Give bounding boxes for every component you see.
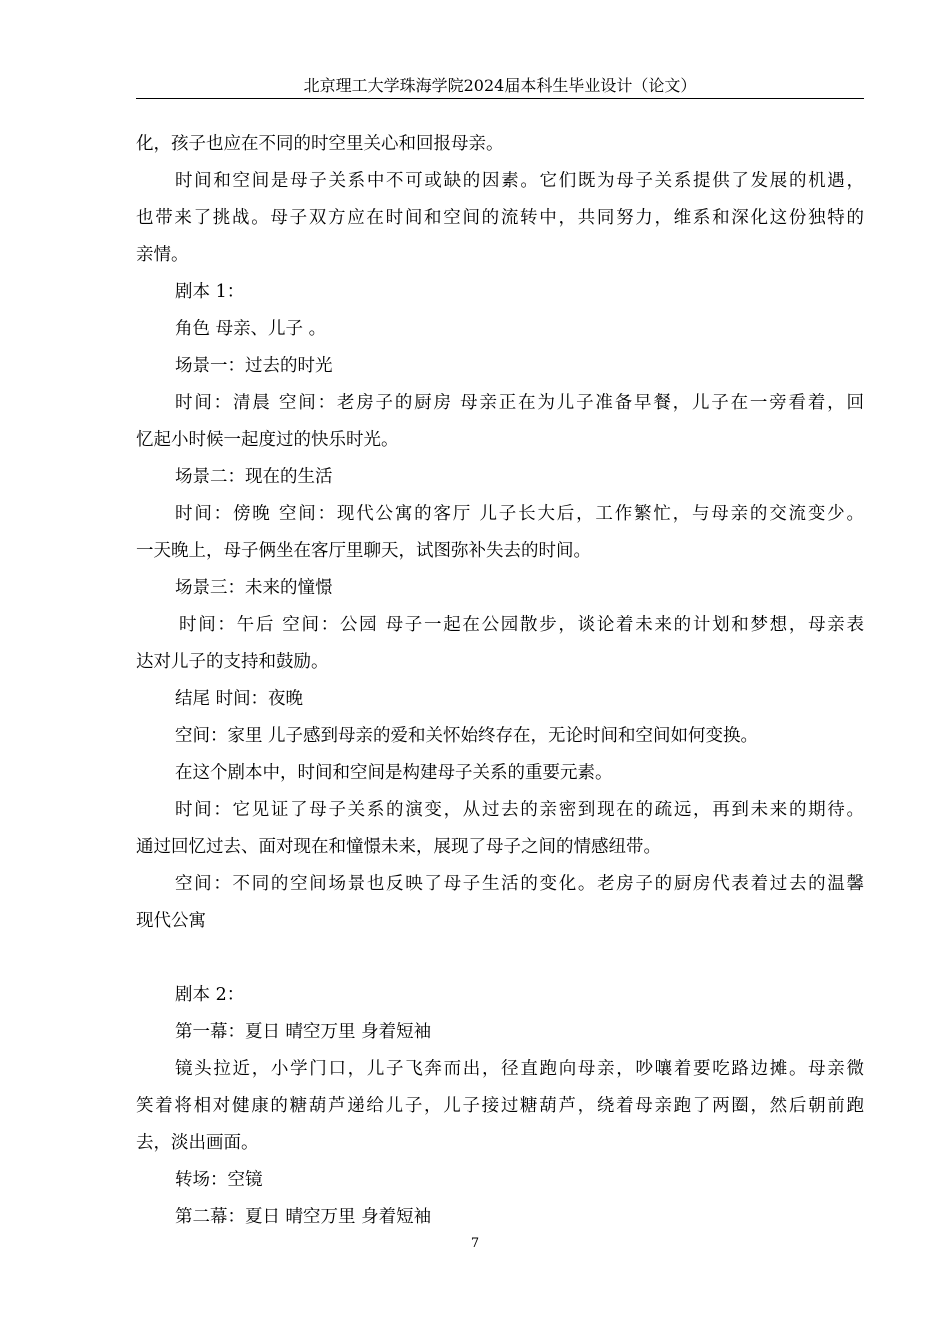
text-line: 空间：家里 儿子感到母亲的爱和关怀始终存在，无论时间和空间如何变换。 (175, 726, 759, 746)
text-line: 场景二：现在的生活 (175, 467, 333, 487)
text-line: 场景三：未来的憧憬 (175, 578, 333, 598)
text-line: 忆起小时候一起度过的快乐时光。 (136, 430, 399, 450)
text-line: 镜头拉近，小学门口，儿子飞奔而出，径直跑向母亲，吵嚷着要吃路边摊。母亲微 (175, 1059, 864, 1079)
text-line: 时间：傍晚 空间：现代公寓的客厅 儿子长大后，工作繁忙，与母亲的交流变少。 (175, 504, 864, 524)
document-body (136, 126, 864, 1236)
text-line: 第二幕：夏日 晴空万里 身着短袖 (175, 1207, 432, 1227)
text-line: 亲情。 (136, 245, 189, 265)
text-line: 角色 母亲、儿子 。 (175, 319, 327, 339)
text-line: 时间：它见证了母子关系的演变，从过去的亲密到现在的疏远，再到未来的期待。 (175, 800, 864, 820)
text-line: 时间：清晨 空间：老房子的厨房 母亲正在为儿子准备早餐，儿子在一旁看着，回 (175, 393, 864, 413)
text-line: 也带来了挑战。母子双方应在时间和空间的流转中，共同努力，维系和深化这份独特的 (136, 208, 864, 228)
page-number: 7 (470, 1236, 480, 1251)
text-line: 通过回忆过去、面对现在和憧憬未来，展现了母子之间的情感纽带。 (136, 837, 661, 857)
text-line: 一天晚上，母子俩坐在客厅里聊天，试图弥补失去的时间。 (136, 541, 591, 561)
text-line: 转场：空镜 (175, 1170, 263, 1190)
text-line: 达对儿子的支持和鼓励。 (136, 652, 329, 672)
text-line: 时间和空间是母子关系中不可或缺的因素。它们既为母子关系提供了发展的机遇， (175, 171, 864, 191)
text-line: 剧本 1： (175, 282, 245, 302)
text-line: 化，孩子也应在不同的时空里关心和回报母亲。 (136, 134, 504, 154)
text-line: 去，淡出画面。 (136, 1133, 259, 1153)
text-line: 结尾 时间：夜晚 (175, 689, 304, 709)
text-line: 场景一：过去的时光 (175, 356, 333, 376)
text-line: 在这个剧本中，时间和空间是构建母子关系的重要元素。 (175, 763, 613, 783)
text-line: 空间：不同的空间场景也反映了母子生活的变化。老房子的厨房代表着过去的温馨 (175, 874, 864, 894)
text-line: 时间：午后 空间：公园 母子一起在公园散步，谈论着未来的计划和梦想，母亲表 (179, 615, 864, 635)
text-line: 笑着将相对健康的糖葫芦递给儿子，儿子接过糖葫芦，绕着母亲跑了两圈，然后朝前跑 (136, 1096, 864, 1116)
page-header: 北京理工大学珠海学院2024届本科生毕业设计（论文） (303, 76, 697, 95)
text-line: 现代公寓 (136, 911, 206, 931)
header-rule (136, 98, 864, 99)
blank-line (136, 940, 864, 977)
text-line: 第一幕：夏日 晴空万里 身着短袖 (175, 1022, 432, 1042)
text-line: 剧本 2： (175, 985, 245, 1005)
